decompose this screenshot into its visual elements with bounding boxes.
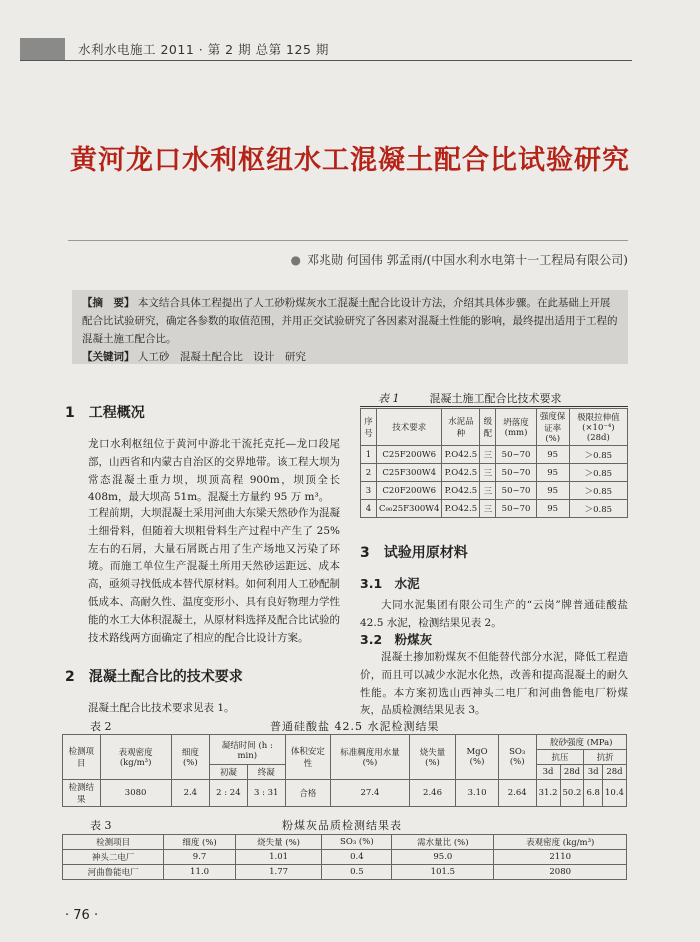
- table-cell: 2.64: [498, 780, 536, 807]
- table-1-header-5: 强度保证率 (%): [536, 409, 569, 446]
- t2-h-strength: 胶砂强度 (MPa): [536, 735, 626, 750]
- section-1-p1: 龙口水利枢纽位于黄河中游北干流托克托—龙口段尾部，山西省和内蒙古自治区的交界地带。该工程大坝为常态混凝土重力坝，坝顶高程 900m，坝顶全长 408m，最大坝高 51m。混凝土方量约 95 万 m³。: [88, 438, 340, 504]
- table-row: [63, 865, 627, 880]
- table-1-header-row: [361, 409, 628, 446]
- table-3-header-3: SO₃ (%): [322, 835, 392, 850]
- authors-text: 邓兆勋 何国伟 郭孟雨/(中国水利水电第十一工程局有限公司): [306, 253, 628, 267]
- table-cell: 2.4: [171, 780, 209, 807]
- table-1-header-2: 水泥品种: [442, 409, 480, 446]
- table-1-body: [361, 446, 628, 518]
- table-cell: 95: [536, 482, 569, 500]
- table-cell: P.O42.5: [442, 500, 480, 518]
- table-cell: 3 : 31: [247, 780, 285, 807]
- table-cell: P.O42.5: [442, 482, 480, 500]
- section-3-2-text: 混凝土掺加粉煤灰不但能替代部分水泥，降低工程造价，而且可以减少水泥水化热，改善和提高混凝土的耐久性能。本方案初选山西神头二电厂和河曲鲁能电厂粉煤灰，品质检测结果见表 3。: [360, 651, 628, 717]
- t2-h-fineness: 细度 (%): [171, 735, 209, 780]
- header-bar: [20, 38, 65, 60]
- table-1-header-6: 极限拉伸值 (×10⁻⁴) (28d): [569, 409, 627, 446]
- table-cell: 31.2: [536, 780, 560, 807]
- table-cell: 1: [361, 446, 377, 464]
- table-cell: 50~70: [496, 464, 536, 482]
- table-cell: 3080: [100, 780, 171, 807]
- table-cell: ＞0.85: [569, 464, 627, 482]
- t2-h-loss: 烧失量 (%): [409, 735, 456, 780]
- table-cell: 2110: [494, 850, 627, 865]
- table-cell: 50.2: [560, 780, 584, 807]
- table-cell: 1.77: [235, 865, 322, 880]
- table-cell: 2 : 24: [209, 780, 247, 807]
- t2-h-28d-b: 28d: [602, 765, 626, 780]
- table-3-header-1: 细度 (%): [164, 835, 235, 850]
- t2-h-item: 检测项目: [63, 735, 101, 780]
- table-cell: 三: [480, 500, 496, 518]
- authors: [290, 251, 628, 268]
- t2-h-3d-a: 3d: [536, 765, 560, 780]
- table-cell: 0.4: [322, 850, 392, 865]
- t2-h-final: 终凝: [247, 765, 285, 780]
- table-row: [361, 500, 628, 518]
- table-1-top-rule: [360, 406, 628, 407]
- t2-h-soundness: 体积安定性: [285, 735, 331, 780]
- table-cell: C₉₀25F300W4: [377, 500, 442, 518]
- title-rule: [68, 240, 628, 241]
- t2-h-water: 标准稠度用水量 (%): [331, 735, 410, 780]
- table-row: [361, 464, 628, 482]
- table-cell: 3: [361, 482, 377, 500]
- table-cell: 4: [361, 500, 377, 518]
- table-cell: ＞0.85: [569, 500, 627, 518]
- section-3-1-text: 大同水泥集团有限公司生产的“云岗”牌普通硅酸盐 42.5 水泥，检测结果见表 2。: [360, 599, 628, 629]
- t2-h-28d-a: 28d: [560, 765, 584, 780]
- abstract-text: 本文结合具体工程提出了人工砂粉煤灰水工混凝土配合比设计方法，介绍其具体步骤。在此基础上开展配合比试验研究，确定各参数的取值范围，并用正交试验研究了各因素对混凝土性能的影响，最终提出适用于工程的混凝土施工配合比。: [82, 297, 618, 345]
- table-cell: 合格: [285, 780, 331, 807]
- table-cell: P.O42.5: [442, 446, 480, 464]
- table-cell: 11.0: [164, 865, 235, 880]
- t2-h-so3: SO₃ (%): [498, 735, 536, 780]
- table-row: [361, 446, 628, 464]
- table-2-caption: 普通硅酸盐 42.5 水泥检测结果: [270, 720, 440, 733]
- table-cell: ＞0.85: [569, 446, 627, 464]
- t2-h-comp: 抗压: [536, 750, 584, 765]
- table-1: [360, 408, 628, 518]
- table-1-header-1: 技术要求: [377, 409, 442, 446]
- table-3-header-0: 检测项目: [63, 835, 164, 850]
- section-1-p2: 工程前期，大坝混凝土采用河曲大东梁天然砂作为混凝土细骨料，但随着大坝粗骨料生产过程中产生了 25%左右的石屑，大量石屑既占用了生产场地又污染了环境。而施工单位生产混凝土所用天然砂运距远、成本高，亟须寻找低成本替代原材料。如何利用人工砂配制低成本、高耐久性、温度变形小、具有良好物理力学性能的水工大体积混凝土，从原材料选择及配合比试验的技术路线两方面确定了相应的配合比设计方案。: [88, 507, 340, 644]
- table-row: [63, 850, 627, 865]
- keywords: [82, 348, 618, 366]
- abstract: [82, 294, 618, 348]
- table-cell: 101.5: [392, 865, 494, 880]
- table-1-caption: [378, 390, 562, 406]
- section-1-title: 1 工程概况: [65, 405, 145, 421]
- keywords-text: 人工砂 混凝土配合比 设计 研究: [137, 351, 306, 363]
- bullet-icon: ●: [290, 253, 301, 267]
- section-3-1-title: 3.1 水泥: [360, 576, 420, 591]
- table-cell: 95: [536, 500, 569, 518]
- table-cell: 河曲鲁能电厂: [63, 865, 164, 880]
- table-cell: 三: [480, 482, 496, 500]
- t2-h-initial: 初凝: [209, 765, 247, 780]
- section-3-title: 3 试验用原材料: [360, 545, 468, 561]
- table-cell: 95: [536, 464, 569, 482]
- abstract-label: 【摘 要】: [82, 297, 135, 309]
- table-cell: 9.7: [164, 850, 235, 865]
- table-1-header-3: 级配: [480, 409, 496, 446]
- t2-h-density: 表观密度 (kg/m³): [100, 735, 171, 780]
- section-2-p1: 混凝土配合比技术要求见表 1。: [88, 702, 235, 714]
- table-cell: 6.8: [584, 780, 603, 807]
- table-3-header-row: [63, 835, 627, 850]
- table-cell: C25F200W6: [377, 446, 442, 464]
- table-3: [62, 834, 627, 880]
- table-cell: 0.5: [322, 865, 392, 880]
- table-cell: C25F300W4: [377, 464, 442, 482]
- table-1-header-4: 坍落度 (mm): [496, 409, 536, 446]
- page-number: · 76 ·: [65, 908, 99, 923]
- keywords-label: 【关键词】: [82, 351, 135, 363]
- table-cell: ＞0.85: [569, 482, 627, 500]
- table-cell: 10.4: [602, 780, 626, 807]
- table-cell: 50~70: [496, 500, 536, 518]
- section-3-2-title: 3.2 粉煤灰: [360, 632, 433, 647]
- table-cell: 95: [536, 446, 569, 464]
- table-cell: 2: [361, 464, 377, 482]
- table-1-header-0: 序号: [361, 409, 377, 446]
- article-title: 黄河龙口水利枢纽水工混凝土配合比试验研究: [70, 145, 630, 176]
- table-row: [361, 482, 628, 500]
- table-cell: 95.0: [392, 850, 494, 865]
- section-2-title: 2 混凝土配合比的技术要求: [65, 669, 243, 685]
- table-cell: 三: [480, 446, 496, 464]
- table-1-label: 表 1: [378, 392, 400, 405]
- table-cell: 检测结果: [63, 780, 101, 807]
- table-cell: P.O42.5: [442, 464, 480, 482]
- table-3-header-2: 烧失量 (%): [235, 835, 322, 850]
- table-3-header-4: 需水量比 (%): [392, 835, 494, 850]
- table-3-body: [63, 850, 627, 880]
- table-cell: 2.46: [409, 780, 456, 807]
- t2-h-mgo: MgO (%): [456, 735, 499, 780]
- table-cell: 2080: [494, 865, 627, 880]
- table-2-label: 表 2: [90, 720, 112, 733]
- table-2: [62, 734, 627, 807]
- t2-h-setting: 凝结时间 (h : min): [209, 735, 285, 765]
- table-cell: 三: [480, 464, 496, 482]
- table-cell: 50~70: [496, 482, 536, 500]
- t2-h-3d-b: 3d: [584, 765, 603, 780]
- table-cell: 神头二电厂: [63, 850, 164, 865]
- journal-header: 水利水电施工 2011 · 第 2 期 总第 125 期: [78, 42, 329, 57]
- table-3-header-5: 表观密度 (kg/m³): [494, 835, 627, 850]
- table-1-caption-text: 混凝土施工配合比技术要求: [429, 392, 562, 405]
- table-2-result-row: [63, 780, 627, 807]
- abstract-box: [72, 290, 628, 364]
- header-rule: [20, 60, 632, 61]
- t2-h-flex: 抗折: [584, 750, 627, 765]
- table-cell: 27.4: [331, 780, 410, 807]
- table-cell: C20F200W6: [377, 482, 442, 500]
- table-3-label: 表 3: [90, 819, 112, 832]
- table-cell: 50~70: [496, 446, 536, 464]
- table-cell: 3.10: [456, 780, 499, 807]
- table-cell: 1.01: [235, 850, 322, 865]
- table-3-caption: 粉煤灰品质检测结果表: [282, 819, 402, 832]
